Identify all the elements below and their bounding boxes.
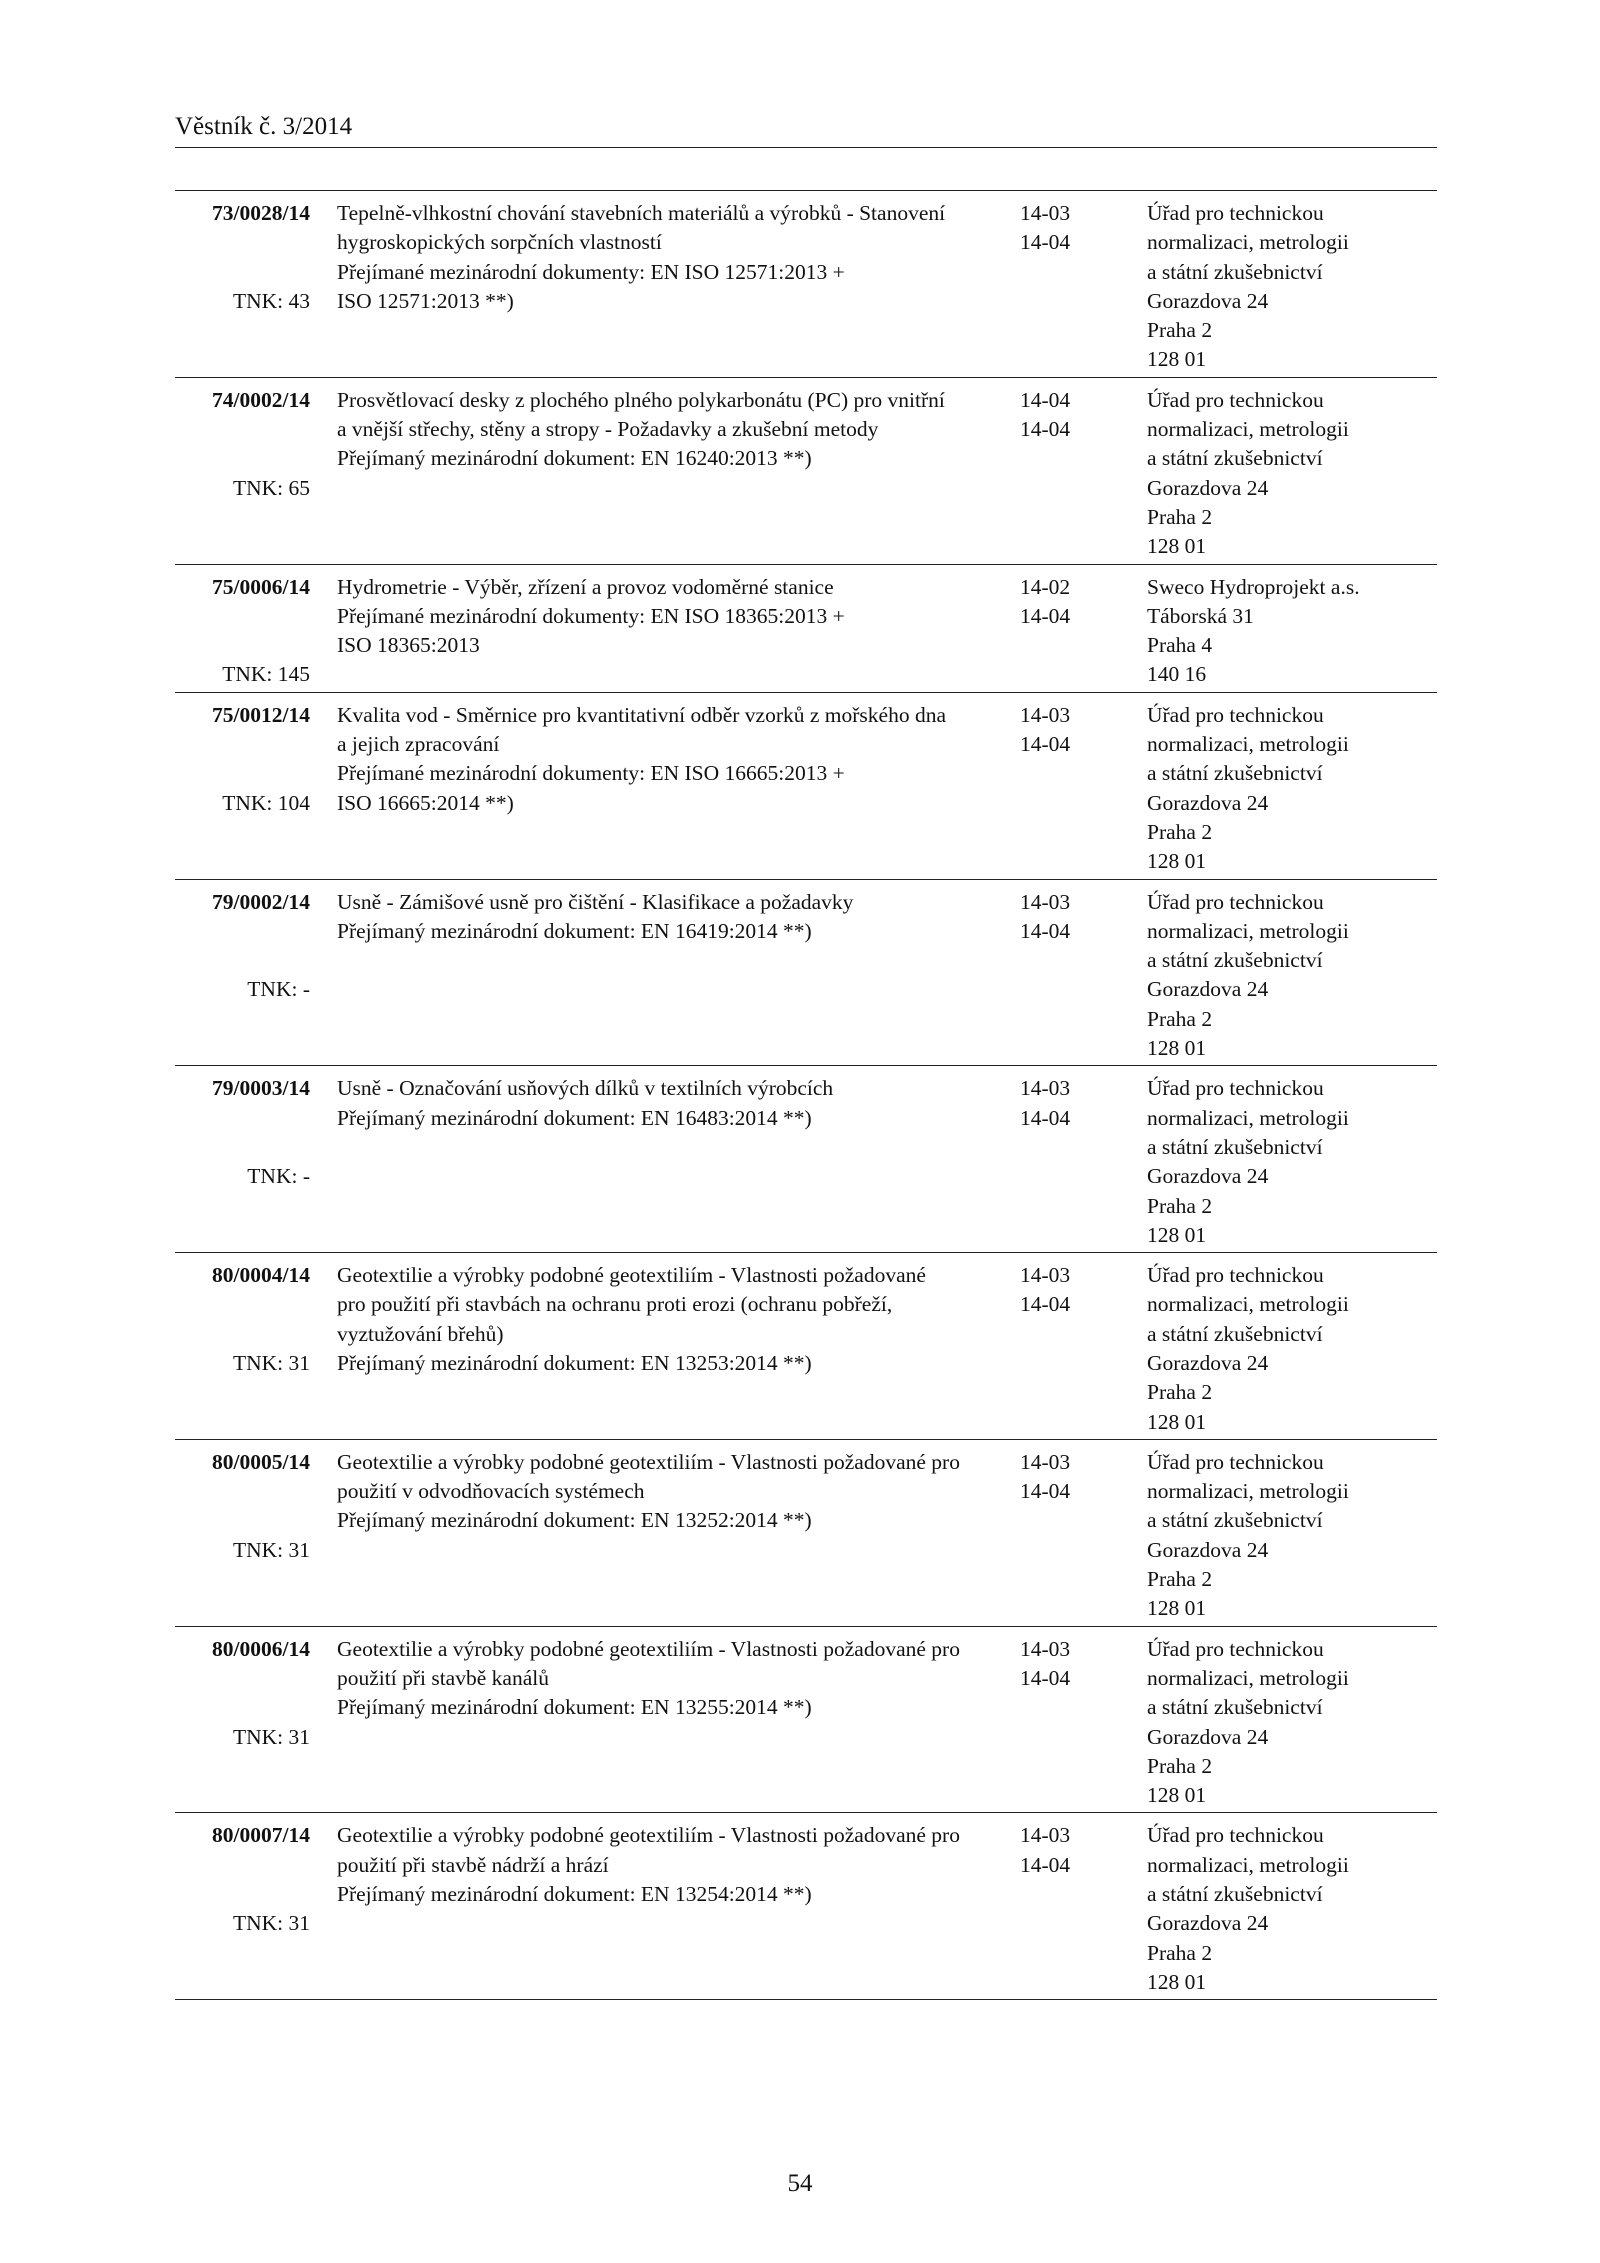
standards-table — [175, 190, 1437, 2000]
standard-title-line: použití při stavbě kanálů — [337, 1665, 549, 1690]
processor-address-line: normalizaci, metrologii — [1147, 918, 1349, 943]
processor-address-line: 128 01 — [1147, 1969, 1207, 1994]
row-title-cell — [310, 701, 1020, 879]
standard-title-line: pro použití při stavbách na ochranu proti erozi (ochranu pobřeží, — [337, 1292, 893, 1317]
classification-code: 14-04 — [1020, 1292, 1071, 1317]
classification-code: 14-02 — [1020, 574, 1071, 599]
standard-title-line: Tepelně-vlhkostní chování stavebních materiálů a výrobků - Stanovení — [337, 201, 946, 225]
tnk-label: TNK: — [247, 977, 298, 1002]
tnk-label: TNK: — [232, 1350, 284, 1375]
processor-address-line: a státní zkušebnictví — [1147, 1508, 1323, 1533]
row-title-cell — [310, 1074, 1020, 1252]
processor-address-line: normalizaci, metrologii — [1147, 1852, 1349, 1877]
processor-address-line: Praha 2 — [1147, 504, 1213, 529]
tnk-number: 31 — [288, 1537, 310, 1562]
processor-address-line: normalizaci, metrologii — [1147, 1665, 1349, 1690]
tnk-number: 43 — [288, 288, 310, 313]
standard-number: 74/0002/14 — [212, 387, 310, 412]
row-number-cell — [175, 888, 310, 1066]
tnk-value — [233, 1536, 310, 1565]
processor-address-line: normalizaci, metrologii — [1147, 417, 1349, 442]
processor-address-line: Praha 2 — [1147, 1567, 1213, 1592]
table-row — [175, 378, 1437, 565]
row-number-cell — [175, 1074, 310, 1252]
tnk-value — [233, 1723, 310, 1752]
classification-code: 14-03 — [1020, 1263, 1071, 1288]
table-row — [175, 1066, 1437, 1253]
row-address-cell — [1145, 1074, 1437, 1252]
row-codes-cell — [1020, 386, 1145, 564]
row-codes-cell — [1020, 1074, 1145, 1252]
processor-address-line: normalizaci, metrologii — [1147, 1479, 1349, 1504]
processor-address-line: Úřad pro technickou — [1147, 1076, 1324, 1101]
classification-code: 14-04 — [1020, 230, 1071, 255]
table-row — [175, 1813, 1437, 1999]
classification-code: 14-03 — [1020, 201, 1071, 225]
processor-address-line: 128 01 — [1147, 1036, 1207, 1061]
table-row — [175, 1440, 1437, 1627]
table-row — [175, 880, 1437, 1067]
processor-address-line: 128 01 — [1147, 347, 1207, 372]
classification-code: 14-03 — [1020, 702, 1071, 727]
processor-address-line: Úřad pro technickou — [1147, 1823, 1324, 1848]
table-row — [175, 1627, 1437, 1814]
processor-address-line: a státní zkušebnictví — [1147, 446, 1323, 471]
row-number-cell — [175, 701, 310, 879]
processor-address-line: Praha 2 — [1147, 1006, 1213, 1031]
classification-code: 14-04 — [1020, 387, 1071, 412]
processor-address-line: 128 01 — [1147, 1783, 1207, 1808]
processor-address-line: a státní zkušebnictví — [1147, 948, 1323, 973]
processor-address-line: Gorazdova 24 — [1147, 1911, 1269, 1936]
processor-address-line: 128 01 — [1147, 1222, 1207, 1247]
tnk-number: 65 — [288, 475, 310, 500]
processor-address-line: Gorazdova 24 — [1147, 1537, 1269, 1562]
adopted-document-line: Přejímané mezinárodní dokumenty: EN ISO 16665:2013 + — [337, 761, 845, 786]
row-address-cell — [1145, 1448, 1437, 1626]
processor-address-line: Úřad pro technickou — [1147, 1449, 1324, 1474]
row-title-cell — [310, 1635, 1020, 1813]
processor-address-line: Praha 4 — [1147, 633, 1213, 658]
processor-address-line: 128 01 — [1147, 534, 1207, 559]
tnk-label: TNK: — [232, 1724, 284, 1749]
processor-address-line: normalizaci, metrologii — [1147, 230, 1349, 255]
processor-address-line: Úřad pro technickou — [1147, 387, 1324, 412]
standard-number: 75/0006/14 — [212, 574, 310, 599]
row-address-cell — [1145, 386, 1437, 564]
row-number-cell — [175, 573, 310, 692]
row-title-cell — [310, 888, 1020, 1066]
adopted-document-line: Přejímaný mezinárodní dokument: EN 13254:2014 **) — [337, 1882, 812, 1907]
classification-code: 14-03 — [1020, 1449, 1071, 1474]
processor-address-line: Úřad pro technickou — [1147, 889, 1324, 914]
standard-title-line: hygroskopických sorpčních vlastností — [337, 230, 662, 255]
processor-address-line: a státní zkušebnictví — [1147, 1134, 1323, 1159]
processor-address-line: normalizaci, metrologii — [1147, 1105, 1349, 1130]
adopted-document-line: Přejímaný mezinárodní dokument: EN 13255:2014 **) — [337, 1695, 812, 1720]
tnk-label: TNK: — [232, 288, 284, 313]
standard-title-line: použití v odvodňovacích systémech — [337, 1479, 645, 1504]
tnk-number: - — [302, 977, 310, 1002]
tnk-value — [233, 1909, 310, 1938]
standard-title-line: a vnější střechy, stěny a stropy - Požadavky a zkušební metody — [337, 417, 879, 442]
journal-title: Věstník č. 3/2014 — [175, 113, 353, 140]
adopted-document-line: Přejímané mezinárodní dokumenty: EN ISO 18365:2013 + — [337, 603, 845, 628]
processor-address-line: Gorazdova 24 — [1147, 977, 1269, 1002]
classification-code: 14-03 — [1020, 1823, 1071, 1848]
standard-title-line: Geotextilie a výrobky podobné geotextiliím - Vlastnosti požadované pro — [337, 1823, 960, 1848]
row-title-cell — [310, 199, 1020, 377]
processor-address-line: normalizaci, metrologii — [1147, 1292, 1349, 1317]
row-address-cell — [1145, 888, 1437, 1066]
tnk-label: TNK: — [222, 662, 273, 687]
row-title-cell — [310, 1261, 1020, 1439]
tnk-value — [222, 789, 310, 818]
row-codes-cell — [1020, 1821, 1145, 1999]
tnk-value — [247, 1162, 310, 1191]
standard-number: 80/0005/14 — [212, 1449, 310, 1474]
processor-address-line: Gorazdova 24 — [1147, 1350, 1269, 1375]
tnk-number: 104 — [277, 790, 310, 815]
adopted-document-line: Přejímaný mezinárodní dokument: EN 16483:2014 **) — [337, 1105, 812, 1130]
row-codes-cell — [1020, 888, 1145, 1066]
processor-address-line: Praha 2 — [1147, 1193, 1213, 1218]
table-row — [175, 1253, 1437, 1440]
tnk-label: TNK: — [232, 1911, 284, 1936]
row-number-cell — [175, 1821, 310, 1999]
standard-title-line: Geotextilie a výrobky podobné geotextiliím - Vlastnosti požadované pro — [337, 1449, 960, 1474]
adopted-document-line: ISO 16665:2014 **) — [337, 790, 514, 815]
processor-address-line: Úřad pro technickou — [1147, 702, 1324, 727]
tnk-value — [247, 975, 310, 1004]
processor-address-line: Praha 2 — [1147, 1940, 1213, 1965]
classification-code: 14-04 — [1020, 603, 1071, 628]
adopted-document-line: Přejímaný mezinárodní dokument: EN 16240:2013 **) — [337, 446, 812, 471]
standard-title-line: vyztužování břehů) — [337, 1321, 504, 1346]
row-title-cell — [310, 386, 1020, 564]
table-row — [175, 191, 1437, 378]
tnk-label: TNK: — [222, 790, 273, 815]
processor-address-line: Úřad pro technickou — [1147, 201, 1324, 225]
processor-address-line: Sweco Hydroprojekt a.s. — [1147, 574, 1360, 599]
standard-title-line: Geotextilie a výrobky podobné geotextiliím - Vlastnosti požadované pro — [337, 1636, 960, 1661]
row-codes-cell — [1020, 701, 1145, 879]
adopted-document-line: Přejímaný mezinárodní dokument: EN 13253:2014 **) — [337, 1350, 812, 1375]
table-row — [175, 565, 1437, 693]
classification-code: 14-04 — [1020, 1105, 1071, 1130]
tnk-number: 31 — [288, 1350, 310, 1375]
row-title-cell — [310, 1448, 1020, 1626]
processor-address-line: Táborská 31 — [1147, 603, 1254, 628]
processor-address-line: 128 01 — [1147, 1409, 1207, 1434]
row-number-cell — [175, 1261, 310, 1439]
tnk-number: 31 — [288, 1724, 310, 1749]
row-title-cell — [310, 573, 1020, 692]
row-address-cell — [1145, 199, 1437, 377]
adopted-document-line: Přejímaný mezinárodní dokument: EN 13252:2014 **) — [337, 1508, 812, 1533]
standard-title-line: Geotextilie a výrobky podobné geotextiliím - Vlastnosti požadované — [337, 1263, 926, 1288]
table-row — [175, 693, 1437, 880]
processor-address-line: Úřad pro technickou — [1147, 1636, 1324, 1661]
processor-address-line: a státní zkušebnictví — [1147, 1321, 1323, 1346]
standard-title-line: Kvalita vod - Směrnice pro kvantitativní odběr vzorků z mořského dna — [337, 702, 947, 727]
row-number-cell — [175, 1448, 310, 1626]
classification-code: 14-03 — [1020, 1076, 1071, 1101]
standard-title-line: Usně - Označování usňových dílků v textilních výrobcích — [337, 1076, 834, 1101]
page-number: 54 — [787, 2170, 813, 2197]
row-codes-cell — [1020, 1448, 1145, 1626]
tnk-value — [233, 287, 310, 316]
row-codes-cell — [1020, 199, 1145, 377]
processor-address-line: 128 01 — [1147, 849, 1207, 874]
classification-code: 14-03 — [1020, 889, 1071, 914]
processor-address-line: Gorazdova 24 — [1147, 1724, 1269, 1749]
standard-number: 79/0003/14 — [212, 1076, 310, 1101]
tnk-label: TNK: — [232, 1537, 284, 1562]
processor-address-line: Gorazdova 24 — [1147, 475, 1269, 500]
processor-address-line: Praha 2 — [1147, 318, 1213, 343]
standard-title-line: Hydrometrie - Výběr, zřízení a provoz vodoměrné stanice — [337, 574, 834, 599]
processor-address-line: Gorazdova 24 — [1147, 288, 1269, 313]
standard-number: 79/0002/14 — [212, 889, 310, 914]
adopted-document-line: ISO 12571:2013 **) — [337, 288, 514, 313]
row-address-cell — [1145, 573, 1437, 692]
standard-number: 73/0028/14 — [212, 201, 310, 225]
row-codes-cell — [1020, 1635, 1145, 1813]
processor-address-line: a státní zkušebnictví — [1147, 1882, 1323, 1907]
tnk-number: 145 — [277, 662, 310, 687]
processor-address-line: Gorazdova 24 — [1147, 790, 1269, 815]
row-codes-cell — [1020, 573, 1145, 692]
classification-code: 14-04 — [1020, 417, 1071, 442]
adopted-document-line: Přejímané mezinárodní dokumenty: EN ISO 12571:2013 + — [337, 259, 845, 284]
standard-title-line: Prosvětlovací desky z plochého plného polykarbonátu (PC) pro vnitřní — [337, 387, 945, 412]
tnk-value — [222, 660, 310, 689]
processor-address-line: Praha 2 — [1147, 819, 1213, 844]
standard-number: 80/0004/14 — [212, 1263, 310, 1288]
standard-title-line: použití při stavbě nádrží a hrází — [337, 1852, 609, 1877]
processor-address-line: Praha 2 — [1147, 1753, 1213, 1778]
classification-code: 14-04 — [1020, 1479, 1071, 1504]
row-number-cell — [175, 199, 310, 377]
row-address-cell — [1145, 1821, 1437, 1999]
processor-address-line: a státní zkušebnictví — [1147, 1695, 1323, 1720]
tnk-number: 31 — [288, 1911, 310, 1936]
processor-address-line: Praha 2 — [1147, 1380, 1213, 1405]
processor-address-line: Gorazdova 24 — [1147, 1164, 1269, 1189]
adopted-document-line: Přejímaný mezinárodní dokument: EN 16419:2014 **) — [337, 918, 812, 943]
tnk-label: TNK: — [232, 475, 284, 500]
processor-address-line: normalizaci, metrologii — [1147, 732, 1349, 757]
processor-address-line: a státní zkušebnictví — [1147, 259, 1323, 284]
standard-title-line: a jejich zpracování — [337, 732, 500, 757]
row-address-cell — [1145, 1635, 1437, 1813]
processor-address-line: Úřad pro technickou — [1147, 1263, 1324, 1288]
classification-code: 14-04 — [1020, 918, 1071, 943]
classification-code: 14-04 — [1020, 732, 1071, 757]
classification-code: 14-04 — [1020, 1852, 1071, 1877]
standard-number: 80/0006/14 — [212, 1636, 310, 1661]
row-codes-cell — [1020, 1261, 1145, 1439]
row-address-cell — [1145, 701, 1437, 879]
row-title-cell — [310, 1821, 1020, 1999]
tnk-value — [233, 1349, 310, 1378]
processor-address-line: 128 01 — [1147, 1596, 1207, 1621]
standard-number: 75/0012/14 — [212, 702, 310, 727]
row-number-cell — [175, 1635, 310, 1813]
tnk-number: - — [302, 1164, 310, 1189]
standard-title-line: Usně - Zámišové usně pro čištění - Klasifikace a požadavky — [337, 889, 854, 914]
processor-address-line: a státní zkušebnictví — [1147, 761, 1323, 786]
page-header — [175, 112, 1437, 148]
classification-code: 14-04 — [1020, 1665, 1071, 1690]
classification-code: 14-03 — [1020, 1636, 1071, 1661]
row-address-cell — [1145, 1261, 1437, 1439]
tnk-value — [233, 474, 310, 503]
processor-address-line: 140 16 — [1147, 662, 1207, 687]
row-number-cell — [175, 386, 310, 564]
standard-number: 80/0007/14 — [212, 1823, 310, 1848]
adopted-document-line: ISO 18365:2013 — [337, 633, 480, 658]
tnk-label: TNK: — [247, 1164, 298, 1189]
